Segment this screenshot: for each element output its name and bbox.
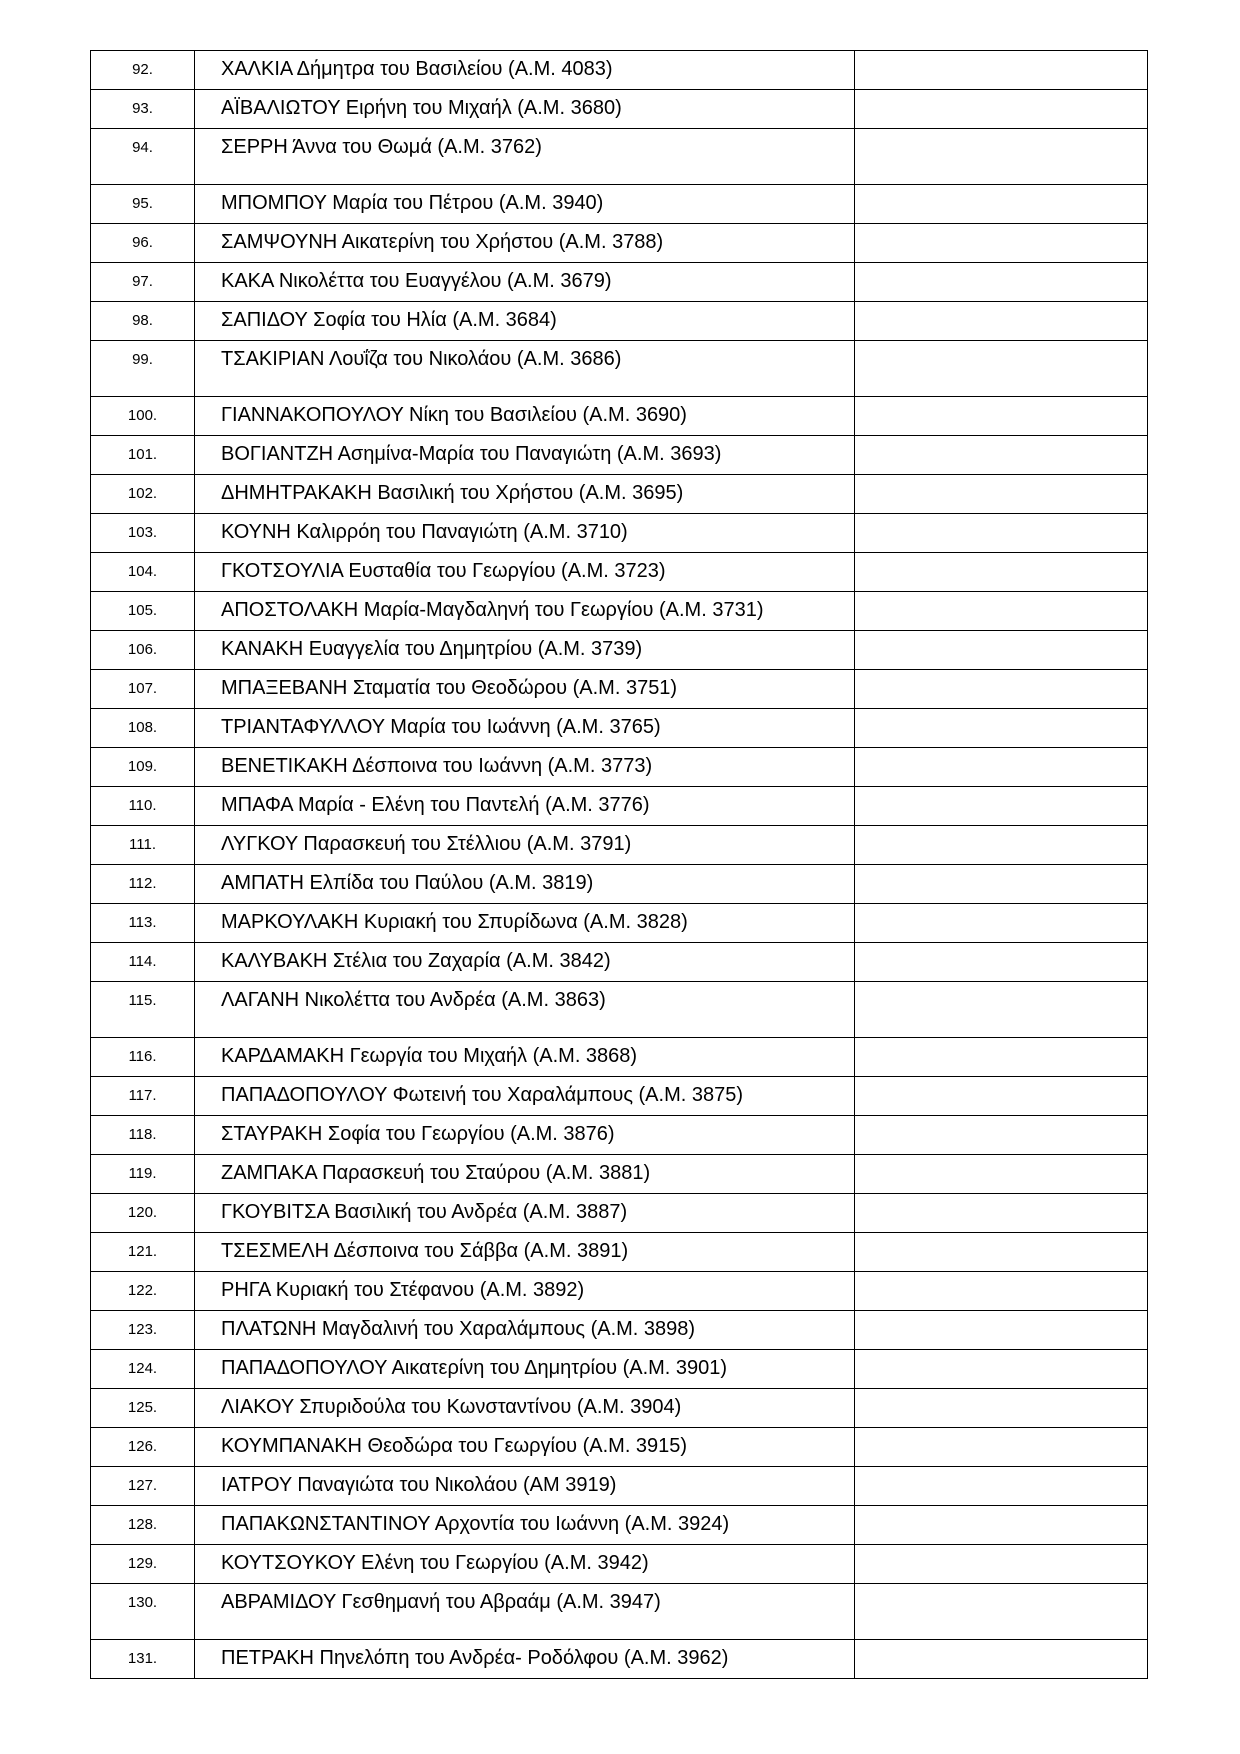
row-number-cell — [91, 51, 195, 90]
row-number-cell — [91, 1155, 195, 1194]
row-number: 101. — [127, 446, 158, 463]
row-tick-mark — [1147, 1455, 1148, 1467]
row-number-cell — [91, 904, 195, 943]
person-name-cell — [195, 1116, 855, 1155]
row-tick-mark — [1147, 1628, 1148, 1640]
person-name: ΠΑΠΑΔΟΠΟΥΛΟΥ Φωτεινή του Χαραλάμπους (Α.Μ. 3875) — [221, 1084, 744, 1106]
person-name-cell — [195, 1311, 855, 1350]
table-row — [91, 1311, 1148, 1350]
row-tick-mark — [1147, 541, 1148, 553]
person-name: ΚΟΥΜΠΑΝΑΚΗ Θεοδώρα του Γεωργίου (Α.Μ. 3915) — [221, 1435, 688, 1457]
person-name: ΣΤΑΥΡΑΚΗ Σοφία του Γεωργίου (Α.Μ. 3876) — [221, 1123, 615, 1145]
row-number-cell — [91, 1467, 195, 1506]
row-number-cell — [91, 514, 195, 553]
person-name: ΔΗΜΗΤΡΑΚΑΚΗ Βασιλική του Χρήστου (Α.Μ. 3695) — [221, 482, 684, 504]
row-number: 118. — [128, 1126, 157, 1143]
empty-cell — [855, 1077, 1148, 1116]
row-number-cell — [91, 670, 195, 709]
person-name-cell — [195, 787, 855, 826]
row-number-cell — [91, 224, 195, 263]
row-tick-mark — [1147, 1260, 1148, 1272]
person-name: ΛΑΓΑΝΗ Νικολέττα του Ανδρέα (Α.Μ. 3863) — [221, 989, 606, 1011]
table-row — [91, 982, 1148, 1038]
table-row — [91, 90, 1148, 129]
row-tick-mark — [1147, 775, 1148, 787]
row-tick-mark — [1147, 1377, 1148, 1389]
person-name: ΙΑΤΡΟΥ Παναγιώτα του Νικολάου (ΑΜ 3919) — [221, 1474, 617, 1496]
empty-cell — [855, 904, 1148, 943]
table-row — [91, 302, 1148, 341]
person-name: ΠΛΑΤΩΝΗ Μαγδαλινή του Χαραλάμπους (Α.Μ. 3898) — [221, 1318, 696, 1340]
person-name: ΧΑΛΚΙΑ Δήμητρα του Βασιλείου (Α.Μ. 4083) — [221, 58, 613, 80]
empty-cell — [855, 1640, 1148, 1679]
empty-cell — [855, 1467, 1148, 1506]
person-name-cell — [195, 90, 855, 129]
row-number: 112. — [128, 875, 157, 892]
row-tick-mark — [1147, 736, 1148, 748]
person-name-cell — [195, 1428, 855, 1467]
row-tick-mark — [1147, 697, 1148, 709]
row-number-cell — [91, 1272, 195, 1311]
person-name-cell — [195, 514, 855, 553]
row-number: 92. — [132, 61, 153, 78]
row-number: 98. — [132, 312, 153, 329]
person-name-cell — [195, 1545, 855, 1584]
person-name-cell — [195, 592, 855, 631]
person-name: ΣΕΡΡΗ Άννα του Θωμά (Α.Μ. 3762) — [221, 136, 542, 158]
empty-cell — [855, 631, 1148, 670]
table-row — [91, 1155, 1148, 1194]
table-row — [91, 787, 1148, 826]
row-number: 120. — [127, 1204, 158, 1221]
row-tick-mark — [1147, 1416, 1148, 1428]
row-number-cell — [91, 1389, 195, 1428]
person-name-cell — [195, 826, 855, 865]
row-tick-mark — [1147, 502, 1148, 514]
empty-cell — [855, 1038, 1148, 1077]
row-number-cell — [91, 1640, 195, 1679]
person-name: ΚΑΚΑ Νικολέττα του Ευαγγέλου (Α.Μ. 3679) — [221, 270, 612, 292]
row-number: 115. — [128, 992, 157, 1009]
table-row — [91, 1350, 1148, 1389]
row-number-cell — [91, 1116, 195, 1155]
empty-cell — [855, 670, 1148, 709]
person-name-cell — [195, 1233, 855, 1272]
row-number-cell — [91, 982, 195, 1038]
person-name-cell — [195, 1350, 855, 1389]
person-name: ΜΠΟΜΠΟΥ Μαρία του Πέτρου (Α.Μ. 3940) — [221, 192, 604, 214]
person-name: ΑΜΠΑΤΗ Ελπίδα του Παύλου (Α.Μ. 3819) — [221, 872, 594, 894]
person-name: ΖΑΜΠΑΚΑ Παρασκευή του Σταύρου (Α.Μ. 3881) — [221, 1162, 651, 1184]
row-number: 99. — [132, 351, 153, 368]
empty-cell — [855, 1389, 1148, 1428]
person-name-cell — [195, 553, 855, 592]
table-row — [91, 1467, 1148, 1506]
person-name: ΤΣΑΚΙΡΙΑΝ Λουΐζα του Νικολάου (Α.Μ. 3686) — [221, 348, 622, 370]
person-name: ΠΕΤΡΑΚΗ Πηνελόπη του Ανδρέα- Ροδόλφου (Α.Μ. 3962) — [221, 1647, 729, 1669]
person-name: ΒΟΓΙΑΝΤΖΗ Ασημίνα-Μαρία του Παναγιώτη (Α.Μ. 3693) — [221, 443, 722, 465]
table-row — [91, 224, 1148, 263]
empty-cell — [855, 1350, 1148, 1389]
table-row — [91, 748, 1148, 787]
person-name-cell — [195, 1389, 855, 1428]
table-row — [91, 553, 1148, 592]
row-number-cell — [91, 1311, 195, 1350]
person-name: ΛΙΑΚΟΥ Σπυριδούλα του Κωνσταντίνου (Α.Μ. 3904) — [221, 1396, 682, 1418]
row-number-cell — [91, 1350, 195, 1389]
person-name-cell — [195, 865, 855, 904]
empty-cell — [855, 1428, 1148, 1467]
person-name-cell — [195, 1640, 855, 1679]
person-name-cell — [195, 263, 855, 302]
person-name-cell — [195, 475, 855, 514]
person-name: ΓΚΟΤΣΟΥΛΙΑ Ευσταθία του Γεωργίου (Α.Μ. 3723) — [221, 560, 666, 582]
row-number: 109. — [127, 758, 158, 775]
empty-cell — [855, 475, 1148, 514]
person-name: ΚΟΥΤΣΟΥΚΟΥ Ελένη του Γεωργίου (Α.Μ. 3942) — [221, 1552, 649, 1574]
row-number-cell — [91, 943, 195, 982]
table-row — [91, 341, 1148, 397]
table-row — [91, 1640, 1148, 1679]
row-number-cell — [91, 263, 195, 302]
table-row — [91, 475, 1148, 514]
person-name: ΠΑΠΑΚΩΝΣΤΑΝΤΙΝΟΥ Αρχοντία του Ιωάννη (Α.Μ. 3924) — [221, 1513, 730, 1535]
row-number-cell — [91, 631, 195, 670]
row-number: 106. — [127, 641, 158, 658]
table-row — [91, 709, 1148, 748]
person-name: ΚΑΡΔΑΜΑΚΗ Γεωργία του Μιχαήλ (Α.Μ. 3868) — [221, 1045, 638, 1067]
person-name-cell — [195, 397, 855, 436]
row-tick-mark — [1147, 424, 1148, 436]
row-number: 130. — [127, 1594, 158, 1611]
person-name: ΑΠΟΣΤΟΛΑΚΗ Μαρία-Μαγδαληνή του Γεωργίου (Α.Μ. 3731) — [221, 599, 764, 621]
row-number-cell — [91, 1038, 195, 1077]
person-name-cell — [195, 1467, 855, 1506]
row-number-cell — [91, 1584, 195, 1640]
person-name-cell — [195, 1077, 855, 1116]
row-number: 100. — [127, 407, 158, 424]
row-number: 94. — [132, 139, 153, 156]
person-name: ΚΟΥΝΗ Καλιρρόη του Παναγιώτη (Α.Μ. 3710) — [221, 521, 628, 543]
row-number-cell — [91, 1194, 195, 1233]
person-name-cell — [195, 1155, 855, 1194]
person-name-cell — [195, 748, 855, 787]
empty-cell — [855, 185, 1148, 224]
row-tick-mark — [1147, 1533, 1148, 1545]
person-name: ΜΠΑΦΑ Μαρία - Ελένη του Παντελή (Α.Μ. 3776) — [221, 794, 650, 816]
row-number: 104. — [127, 563, 158, 580]
empty-cell — [855, 1155, 1148, 1194]
row-tick-mark — [1147, 619, 1148, 631]
person-name-cell — [195, 224, 855, 263]
empty-cell — [855, 341, 1148, 397]
table-row — [91, 436, 1148, 475]
person-name-cell — [195, 51, 855, 90]
row-number: 103. — [127, 524, 158, 541]
empty-cell — [855, 1506, 1148, 1545]
row-tick-mark — [1147, 853, 1148, 865]
row-tick-mark — [1147, 814, 1148, 826]
row-number-cell — [91, 865, 195, 904]
row-number: 122. — [127, 1282, 158, 1299]
table-row — [91, 1545, 1148, 1584]
row-number: 119. — [128, 1165, 157, 1182]
row-tick-mark — [1147, 580, 1148, 592]
person-name-cell — [195, 185, 855, 224]
row-number: 116. — [128, 1048, 157, 1065]
row-tick-mark — [1147, 117, 1148, 129]
row-tick-mark — [1147, 1182, 1148, 1194]
person-name-cell — [195, 709, 855, 748]
row-tick-mark — [1147, 1338, 1148, 1350]
row-tick-mark — [1147, 78, 1148, 90]
row-number-cell — [91, 748, 195, 787]
table-row — [91, 1077, 1148, 1116]
table-row — [91, 1233, 1148, 1272]
person-name: ΑΪΒΑΛΙΩΤΟΥ Ειρήνη του Μιχαήλ (Α.Μ. 3680) — [221, 97, 622, 119]
row-number: 126. — [127, 1438, 158, 1455]
person-name-cell — [195, 302, 855, 341]
row-number-cell — [91, 302, 195, 341]
table-row — [91, 1194, 1148, 1233]
row-number: 113. — [128, 914, 157, 931]
empty-cell — [855, 1311, 1148, 1350]
row-number-cell — [91, 90, 195, 129]
table-row — [91, 1428, 1148, 1467]
empty-cell — [855, 129, 1148, 185]
row-number: 95. — [132, 195, 153, 212]
table-row — [91, 592, 1148, 631]
empty-cell — [855, 943, 1148, 982]
row-number-cell — [91, 129, 195, 185]
empty-cell — [855, 90, 1148, 129]
empty-cell — [855, 748, 1148, 787]
row-tick-mark — [1147, 290, 1148, 302]
person-name: ΜΠΑΞΕΒΑΝΗ Σταματία του Θεοδώρου (Α.Μ. 3751) — [221, 677, 678, 699]
row-number: 97. — [132, 273, 153, 290]
row-number: 121. — [127, 1243, 158, 1260]
row-number-cell — [91, 1506, 195, 1545]
row-number-cell — [91, 1545, 195, 1584]
row-tick-mark — [1147, 385, 1148, 397]
row-tick-mark — [1147, 1104, 1148, 1116]
row-number: 111. — [129, 836, 156, 853]
table-row — [91, 397, 1148, 436]
row-tick-mark — [1147, 1143, 1148, 1155]
row-tick-mark — [1147, 1572, 1148, 1584]
row-number-cell — [91, 553, 195, 592]
row-number-cell — [91, 1428, 195, 1467]
row-tick-mark — [1147, 931, 1148, 943]
person-name: ΚΑΛΥΒΑΚΗ Στέλια του Ζαχαρία (Α.Μ. 3842) — [221, 950, 611, 972]
table-row — [91, 670, 1148, 709]
empty-cell — [855, 1545, 1148, 1584]
person-name-cell — [195, 1506, 855, 1545]
row-number: 125. — [127, 1399, 158, 1416]
person-name-cell — [195, 631, 855, 670]
row-tick-mark — [1147, 463, 1148, 475]
person-name: ΡΗΓΑ Κυριακή του Στέφανου (Α.Μ. 3892) — [221, 1279, 585, 1301]
person-name: ΤΡΙΑΝΤΑΦΥΛΛΟΥ Μαρία του Ιωάννη (Α.Μ. 3765) — [221, 716, 661, 738]
table-row — [91, 51, 1148, 90]
table-row — [91, 943, 1148, 982]
empty-cell — [855, 436, 1148, 475]
row-number-cell — [91, 1077, 195, 1116]
empty-cell — [855, 826, 1148, 865]
person-name-cell — [195, 1194, 855, 1233]
row-tick-mark — [1147, 173, 1148, 185]
row-tick-mark — [1147, 1299, 1148, 1311]
row-number: 114. — [128, 953, 157, 970]
empty-cell — [855, 224, 1148, 263]
person-name-cell — [195, 904, 855, 943]
row-tick-mark — [1147, 212, 1148, 224]
table-row — [91, 514, 1148, 553]
empty-cell — [855, 787, 1148, 826]
empty-cell — [855, 982, 1148, 1038]
row-number: 129. — [127, 1555, 158, 1572]
row-number: 117. — [128, 1087, 157, 1104]
person-name: ΣΑΜΨΟΥΝΗ Αικατερίνη του Χρήστου (Α.Μ. 3788) — [221, 231, 664, 253]
person-name: ΚΑΝΑΚΗ Ευαγγελία του Δημητρίου (Α.Μ. 3739) — [221, 638, 643, 660]
empty-cell — [855, 1116, 1148, 1155]
person-name-cell — [195, 129, 855, 185]
row-tick-mark — [1147, 1221, 1148, 1233]
table-row — [91, 1272, 1148, 1311]
person-name-cell — [195, 436, 855, 475]
row-number-cell — [91, 397, 195, 436]
person-name: ΛΥΓΚΟΥ Παρασκευή του Στέλλιου (Α.Μ. 3791) — [221, 833, 632, 855]
row-number: 123. — [127, 1321, 158, 1338]
table-row — [91, 263, 1148, 302]
empty-cell — [855, 51, 1148, 90]
table-row — [91, 865, 1148, 904]
row-number-cell — [91, 826, 195, 865]
empty-cell — [855, 592, 1148, 631]
table-row — [91, 631, 1148, 670]
row-number: 96. — [132, 234, 153, 251]
row-number-cell — [91, 592, 195, 631]
row-number-cell — [91, 436, 195, 475]
table-row — [91, 185, 1148, 224]
row-tick-mark — [1147, 970, 1148, 982]
person-name: ΒΕΝΕΤΙΚΑΚΗ Δέσποινα του Ιωάννη (Α.Μ. 3773) — [221, 755, 653, 777]
empty-cell — [855, 397, 1148, 436]
empty-cell — [855, 709, 1148, 748]
person-name-cell — [195, 670, 855, 709]
table-row — [91, 129, 1148, 185]
row-number: 124. — [127, 1360, 158, 1377]
person-name: ΤΣΕΣΜΕΛΗ Δέσποινα του Σάββα (Α.Μ. 3891) — [221, 1240, 629, 1262]
empty-cell — [855, 865, 1148, 904]
person-name-cell — [195, 982, 855, 1038]
row-tick-mark — [1147, 892, 1148, 904]
row-number-cell — [91, 1233, 195, 1272]
row-number-cell — [91, 475, 195, 514]
row-number: 107. — [127, 680, 158, 697]
table-row — [91, 1038, 1148, 1077]
row-tick-mark — [1147, 658, 1148, 670]
table-row — [91, 904, 1148, 943]
person-name-cell — [195, 341, 855, 397]
row-tick-mark — [1147, 1494, 1148, 1506]
row-number-cell — [91, 709, 195, 748]
table-row — [91, 1116, 1148, 1155]
table-row — [91, 1389, 1148, 1428]
row-number: 93. — [132, 100, 153, 117]
row-tick-mark — [1147, 1026, 1148, 1038]
row-number: 131. — [127, 1650, 158, 1667]
row-number: 105. — [127, 602, 158, 619]
row-tick-mark — [1147, 251, 1148, 263]
empty-cell — [855, 553, 1148, 592]
row-number-cell — [91, 787, 195, 826]
empty-cell — [855, 1584, 1148, 1640]
empty-cell — [855, 302, 1148, 341]
row-tick-mark — [1147, 329, 1148, 341]
person-name-cell — [195, 1584, 855, 1640]
row-tick-mark — [1147, 1065, 1148, 1077]
person-name-cell — [195, 943, 855, 982]
row-tick-mark — [1147, 1667, 1148, 1679]
person-name-cell — [195, 1038, 855, 1077]
person-name: ΠΑΠΑΔΟΠΟΥΛΟΥ Αικατερίνη του Δημητρίου (Α.Μ. 3901) — [221, 1357, 728, 1379]
empty-cell — [855, 1194, 1148, 1233]
names-table — [90, 50, 1148, 1679]
table-body — [91, 51, 1148, 1679]
person-name: ΣΑΠΙΔΟΥ Σοφία του Ηλία (Α.Μ. 3684) — [221, 309, 557, 331]
row-number-cell — [91, 185, 195, 224]
row-number: 128. — [127, 1516, 158, 1533]
empty-cell — [855, 1233, 1148, 1272]
person-name-cell — [195, 1272, 855, 1311]
person-name: ΑΒΡΑΜΙΔΟΥ Γεσθημανή του Αβραάμ (Α.Μ. 3947) — [221, 1591, 661, 1613]
row-number-cell — [91, 341, 195, 397]
empty-cell — [855, 1272, 1148, 1311]
person-name: ΜΑΡΚΟΥΛΑΚΗ Κυριακή του Σπυρίδωνα (Α.Μ. 3828) — [221, 911, 688, 933]
table-row — [91, 1584, 1148, 1640]
row-number: 108. — [127, 719, 158, 736]
person-name: ΓΙΑΝΝΑΚΟΠΟΥΛΟΥ Νίκη του Βασιλείου (Α.Μ. 3690) — [221, 404, 687, 426]
empty-cell — [855, 263, 1148, 302]
person-name: ΓΚΟΥΒΙΤΣΑ Βασιλική του Ανδρέα (Α.Μ. 3887) — [221, 1201, 628, 1223]
table-row — [91, 1506, 1148, 1545]
row-number: 110. — [128, 797, 157, 814]
empty-cell — [855, 514, 1148, 553]
row-number: 102. — [127, 485, 158, 502]
table-row — [91, 826, 1148, 865]
row-number: 127. — [127, 1477, 158, 1494]
